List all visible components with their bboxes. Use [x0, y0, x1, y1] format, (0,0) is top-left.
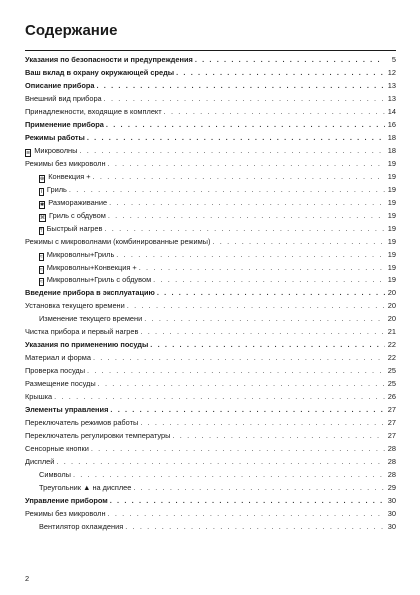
toc-entry-page: 20	[387, 314, 396, 324]
toc-entry-page: 18	[387, 132, 396, 142]
toc-entry-page: 19	[387, 249, 396, 259]
toc-entry-page: 19	[387, 158, 396, 168]
dot-leader	[116, 249, 385, 262]
toc-entry[interactable]	[25, 456, 396, 469]
toc-entry-page: 19	[387, 236, 396, 246]
toc-entry-label: Введение прибора в эксплуатацию	[25, 288, 155, 298]
toc-entry[interactable]	[25, 365, 396, 378]
toc-entry[interactable]	[25, 391, 396, 404]
toc-entry-page: 13	[387, 93, 396, 103]
dot-leader	[150, 339, 385, 352]
toc-entry-label: Указания по безопасности и предупреждения	[25, 55, 193, 64]
toc-entry-label: Треугольник ▲ на дисплее	[39, 482, 132, 492]
dot-leader	[87, 132, 385, 145]
toc-entry[interactable]	[25, 158, 396, 171]
toc-entry-page: 21	[387, 327, 396, 337]
dot-leader	[104, 223, 385, 236]
toc-entry[interactable]	[25, 210, 396, 223]
toc-entry-page: 12	[387, 67, 396, 77]
toc-entry-label: Гриль	[46, 184, 67, 194]
toc-entry-page: 19	[387, 197, 396, 207]
toc-entry-page: 22	[387, 353, 396, 363]
toc-entry[interactable]	[25, 300, 396, 313]
toc-entry[interactable]	[25, 132, 396, 145]
title-divider	[25, 50, 396, 51]
toc-entry[interactable]	[25, 482, 396, 495]
toc-entry-label: Гриль с обдувом	[49, 210, 106, 220]
toc-entry-label: Применение прибора	[25, 119, 104, 129]
dot-leader	[212, 236, 385, 249]
dot-leader	[91, 443, 385, 456]
toc-entry-page: 20	[387, 301, 396, 311]
defrost-icon: ✱	[40, 201, 45, 208]
dot-leader	[144, 313, 385, 326]
table-of-contents	[25, 54, 396, 534]
dot-leader	[108, 508, 385, 521]
dot-leader	[110, 404, 385, 417]
toc-entry-label: Ваш вклад в охрану окружающей среды	[25, 67, 175, 77]
toc-entry[interactable]	[25, 274, 396, 287]
dot-leader	[73, 469, 385, 482]
toc-entry-page: 30	[387, 521, 396, 531]
toc-entry[interactable]	[25, 378, 396, 391]
toc-entry-label: Размещение посуды	[25, 379, 96, 389]
toc-entry-page: 19	[387, 275, 396, 285]
toc-entry-label: Материал и форма	[25, 353, 91, 363]
toc-entry-label: Переключатель режимов работы	[25, 418, 139, 428]
dot-leader	[54, 391, 385, 404]
toc-entry-page: 27	[387, 405, 396, 415]
dot-leader	[176, 67, 385, 80]
toc-entry-page: 26	[387, 392, 396, 402]
fan-grill-icon: ⌘	[40, 214, 45, 221]
toc-entry-label: Крышка	[25, 392, 53, 402]
toc-entry-page: 27	[387, 431, 396, 441]
dot-leader	[164, 106, 385, 119]
toc-entry[interactable]	[25, 197, 396, 210]
toc-entry-page: 19	[387, 262, 396, 272]
toc-entry-page: 25	[387, 379, 396, 389]
toc-entry[interactable]	[25, 236, 396, 249]
toc-entry-label: Микроволны+Гриль с обдувом	[46, 275, 152, 285]
dot-leader	[108, 158, 385, 171]
dot-leader	[56, 456, 385, 469]
toc-entry-page: 28	[387, 444, 396, 454]
dot-leader	[106, 119, 385, 132]
dot-leader	[69, 184, 385, 197]
toc-entry-page: 19	[387, 171, 396, 181]
microwave-grill-icon: ≈	[40, 253, 43, 260]
dot-leader	[139, 262, 385, 275]
toc-entry-page: 22	[387, 340, 396, 350]
toc-entry-label: Изменение текущего времени	[39, 314, 143, 324]
toc-page	[25, 22, 396, 534]
page-number: 2	[25, 574, 30, 583]
dot-leader	[172, 430, 385, 443]
toc-entry-page: 19	[387, 223, 396, 233]
toc-entry-page: 30	[387, 508, 396, 518]
toc-entry[interactable]	[25, 184, 396, 197]
toc-entry-page: 14	[387, 106, 396, 116]
toc-entry-page: 18	[387, 145, 396, 155]
toc-entry[interactable]	[25, 80, 396, 93]
toc-entry-label: Сенсорные кнопки	[25, 444, 89, 454]
dot-leader	[125, 521, 385, 534]
convection-icon: ⊕	[40, 175, 45, 182]
toc-entry-page: 25	[387, 366, 396, 376]
toc-entry-label: Размораживание	[48, 197, 108, 207]
toc-entry[interactable]	[25, 171, 396, 184]
toc-entry-label: Принадлежности, входящие в комплект	[25, 106, 162, 116]
toc-entry-label: Внешний вид прибора	[25, 93, 102, 103]
toc-entry-label: Чистка прибора и первый нагрев	[25, 327, 139, 337]
toc-entry[interactable]	[25, 508, 396, 521]
toc-entry[interactable]	[25, 339, 396, 352]
grill-icon: ⌇	[40, 188, 43, 195]
toc-entry-page: 28	[387, 470, 396, 479]
dot-leader	[157, 287, 385, 300]
dot-leader	[108, 210, 385, 223]
toc-entry[interactable]	[25, 404, 396, 417]
dot-leader	[87, 365, 385, 378]
microwave-icon: ≋	[26, 149, 31, 156]
toc-entry[interactable]	[25, 469, 396, 482]
toc-entry[interactable]	[25, 119, 396, 132]
toc-entry-label: Переключатель регулировки температуры	[25, 431, 171, 441]
dot-leader	[93, 352, 385, 365]
toc-entry[interactable]	[25, 521, 396, 534]
toc-entry[interactable]	[25, 352, 396, 365]
toc-entry-label: Режимы без микроволн	[25, 158, 106, 168]
dot-leader	[127, 300, 385, 313]
dot-leader	[109, 197, 385, 210]
toc-entry-label: Дисплей	[25, 457, 55, 467]
toc-entry-label: Описание прибора	[25, 80, 95, 90]
microwave-convection-icon: ≈	[40, 266, 43, 273]
microwave-fan-grill-icon: ≈	[40, 279, 43, 286]
toc-entry-page: 30	[387, 495, 396, 505]
toc-entry-label: Микроволны	[34, 145, 78, 155]
toc-entry-page: 28	[387, 457, 396, 467]
dot-leader	[79, 145, 385, 158]
dot-leader	[195, 54, 385, 67]
dot-leader	[140, 326, 385, 339]
toc-entry-label: Режимы с микроволнами (комбинированные режимы)	[25, 236, 211, 246]
toc-entry[interactable]	[25, 262, 396, 275]
toc-entry[interactable]	[25, 249, 396, 262]
toc-entry-page: 16	[387, 119, 396, 129]
toc-entry-page: 19	[387, 210, 396, 220]
dot-leader	[96, 80, 385, 93]
toc-entry-label: Микроволны+Конвекция +	[46, 262, 137, 272]
toc-entry-page: 27	[387, 418, 396, 428]
toc-entry[interactable]	[25, 417, 396, 430]
toc-entry-page: 13	[387, 80, 396, 90]
dot-leader	[104, 93, 385, 106]
toc-entry-label: Установка текущего времени	[25, 301, 125, 311]
toc-entry-page: 20	[387, 288, 396, 298]
page-title: Содержание	[25, 22, 118, 39]
toc-entry-label: Режимы работы	[25, 132, 85, 142]
dot-leader	[93, 171, 385, 184]
dot-leader	[133, 482, 385, 495]
toc-entry[interactable]	[25, 287, 396, 300]
dot-leader	[140, 417, 385, 430]
toc-entry-label: Символы	[39, 470, 71, 479]
toc-entry-label: Проверка посуды	[25, 366, 86, 376]
toc-entry-label: Вентилятор охлаждения	[39, 521, 124, 531]
toc-entry-label: Элементы управления	[25, 405, 109, 415]
dot-leader	[98, 378, 385, 391]
toc-entry-label: Микроволны+Гриль	[46, 249, 115, 259]
toc-entry[interactable]	[25, 326, 396, 339]
toc-entry-label: Конвекция +	[48, 171, 91, 181]
toc-entry[interactable]	[25, 313, 396, 326]
toc-entry[interactable]	[25, 145, 396, 158]
toc-entry-label: Указания по применению посуды	[25, 340, 149, 350]
toc-entry[interactable]	[25, 495, 396, 508]
toc-entry[interactable]	[25, 106, 396, 119]
rapid-heat-icon: ⤒	[40, 227, 43, 234]
toc-entry[interactable]	[25, 430, 396, 443]
toc-entry-page: 5	[391, 55, 396, 64]
toc-entry[interactable]	[25, 443, 396, 456]
toc-entry-page: 19	[387, 184, 396, 194]
toc-entry-page: 29	[387, 482, 396, 492]
toc-entry-label: Быстрый нагрев	[46, 223, 103, 233]
toc-entry-label: Управление прибором	[25, 495, 108, 505]
toc-entry[interactable]	[25, 223, 396, 236]
toc-entry[interactable]	[25, 93, 396, 106]
toc-entry[interactable]	[25, 54, 396, 67]
toc-entry[interactable]	[25, 67, 396, 80]
toc-entry-label: Режимы без микроволн	[25, 508, 106, 518]
dot-leader	[110, 495, 385, 508]
dot-leader	[153, 274, 385, 287]
